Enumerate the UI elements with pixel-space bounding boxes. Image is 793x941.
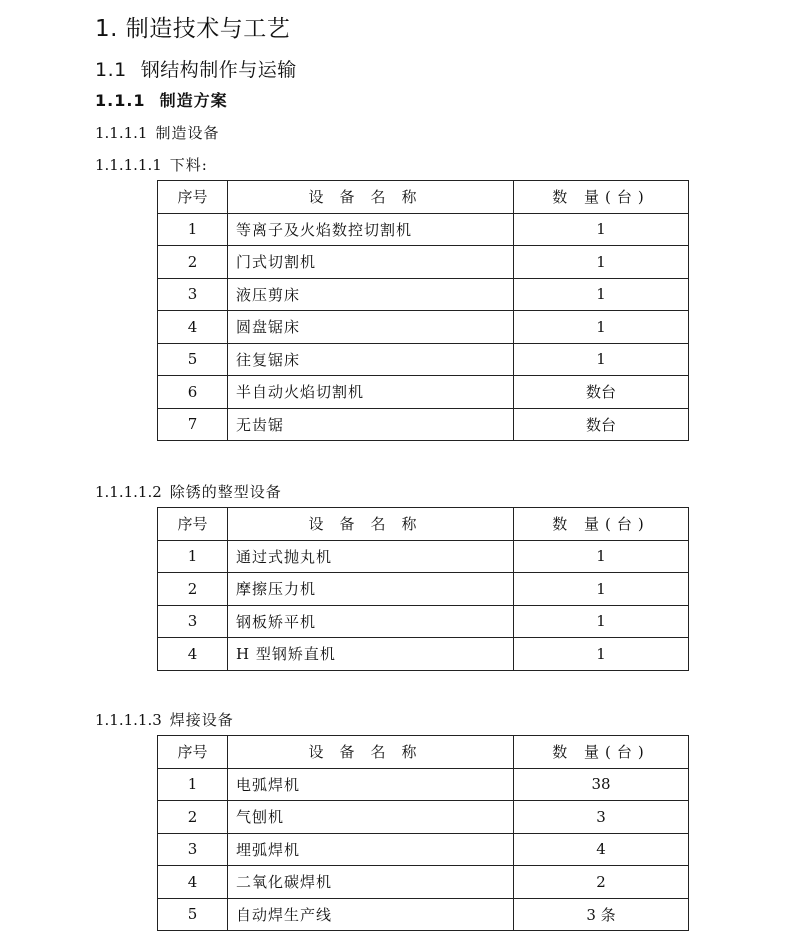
heading-level-4-text: 制造设备 — [155, 124, 220, 142]
cell-quantity: 1 — [514, 311, 689, 344]
column-header-number: 序号 — [158, 508, 228, 541]
cell-name: 摩擦压力机 — [228, 573, 514, 606]
heading-level-3-number: 1.1.1 — [95, 91, 146, 110]
column-header-name: 设备名称 — [228, 181, 514, 214]
table-row — [158, 833, 689, 866]
cell-number: 7 — [158, 408, 228, 441]
cell-name: 气刨机 — [228, 801, 514, 834]
cell-quantity: 1 — [514, 246, 689, 279]
cell-quantity: 1 — [514, 343, 689, 376]
section-heading-cutting — [95, 155, 208, 175]
cell-quantity: 数台 — [514, 408, 689, 441]
table-row — [158, 311, 689, 344]
table-row — [158, 866, 689, 899]
cell-name: H 型钢矫直机 — [228, 638, 514, 671]
table-row — [158, 408, 689, 441]
cell-quantity: 1 — [514, 540, 689, 573]
cell-quantity: 数台 — [514, 376, 689, 409]
table-row — [158, 540, 689, 573]
cell-number: 1 — [158, 213, 228, 246]
table-row — [158, 801, 689, 834]
cell-number: 5 — [158, 898, 228, 931]
column-header-number: 序号 — [158, 181, 228, 214]
heading-level-3-text: 制造方案 — [159, 91, 228, 110]
equipment-table-cutting — [157, 180, 689, 441]
heading-level-3 — [95, 90, 228, 112]
table-row — [158, 638, 689, 671]
equipment-table-welding — [157, 735, 689, 931]
cell-quantity: 1 — [514, 573, 689, 606]
cell-number: 1 — [158, 768, 228, 801]
table-row — [158, 246, 689, 279]
cell-name: 钢板矫平机 — [228, 605, 514, 638]
cell-quantity: 4 — [514, 833, 689, 866]
cell-name: 等离子及火焰数控切割机 — [228, 213, 514, 246]
table-row — [158, 343, 689, 376]
column-header-quantity: 数 量(台) — [514, 736, 689, 769]
heading-level-2-text: 钢结构制作与运输 — [140, 59, 297, 81]
column-header-number: 序号 — [158, 736, 228, 769]
section-title: 下料: — [169, 156, 208, 174]
table-header-row — [158, 508, 689, 541]
cell-quantity: 1 — [514, 638, 689, 671]
cell-name: 二氧化碳焊机 — [228, 866, 514, 899]
heading-level-2-number: 1.1 — [95, 59, 127, 81]
cell-name: 通过式抛丸机 — [228, 540, 514, 573]
heading-level-2 — [95, 57, 297, 83]
cell-name: 门式切割机 — [228, 246, 514, 279]
cell-number: 2 — [158, 573, 228, 606]
cell-number: 4 — [158, 638, 228, 671]
cell-quantity: 3 — [514, 801, 689, 834]
cell-name: 圆盘锯床 — [228, 311, 514, 344]
cell-name: 往复锯床 — [228, 343, 514, 376]
cell-number: 3 — [158, 833, 228, 866]
table-row — [158, 768, 689, 801]
section-heading-welding — [95, 710, 234, 730]
cell-quantity: 1 — [514, 213, 689, 246]
heading-level-4 — [95, 123, 220, 143]
table-row — [158, 213, 689, 246]
cell-number: 3 — [158, 278, 228, 311]
heading-level-1: 1. 制造技术与工艺 — [95, 16, 291, 42]
equipment-table-derusting — [157, 507, 689, 671]
column-header-name: 设备名称 — [228, 736, 514, 769]
cell-quantity: 38 — [514, 768, 689, 801]
cell-name: 液压剪床 — [228, 278, 514, 311]
section-title: 焊接设备 — [169, 711, 234, 729]
cell-number: 2 — [158, 801, 228, 834]
cell-quantity: 1 — [514, 605, 689, 638]
cell-number: 2 — [158, 246, 228, 279]
table-header-row — [158, 736, 689, 769]
section-number: 1.1.1.1.3 — [95, 711, 162, 729]
table-row — [158, 605, 689, 638]
cell-name: 无齿锯 — [228, 408, 514, 441]
column-header-name: 设备名称 — [228, 508, 514, 541]
table-row — [158, 573, 689, 606]
section-title: 除锈的整型设备 — [169, 483, 282, 501]
cell-number: 4 — [158, 866, 228, 899]
cell-name: 电弧焊机 — [228, 768, 514, 801]
column-header-quantity: 数 量(台) — [514, 508, 689, 541]
cell-name: 自动焊生产线 — [228, 898, 514, 931]
column-header-quantity: 数 量(台) — [514, 181, 689, 214]
cell-number: 1 — [158, 540, 228, 573]
cell-quantity: 3 条 — [514, 898, 689, 931]
cell-number: 4 — [158, 311, 228, 344]
cell-name: 埋弧焊机 — [228, 833, 514, 866]
cell-quantity: 2 — [514, 866, 689, 899]
table-row — [158, 898, 689, 931]
table-row — [158, 376, 689, 409]
cell-quantity: 1 — [514, 278, 689, 311]
cell-number: 3 — [158, 605, 228, 638]
cell-name: 半自动火焰切割机 — [228, 376, 514, 409]
table-row — [158, 278, 689, 311]
section-number: 1.1.1.1.1 — [95, 156, 162, 174]
section-number: 1.1.1.1.2 — [95, 483, 162, 501]
cell-number: 6 — [158, 376, 228, 409]
cell-number: 5 — [158, 343, 228, 376]
heading-level-4-number: 1.1.1.1 — [95, 124, 148, 142]
section-heading-derusting — [95, 482, 282, 502]
table-header-row — [158, 181, 689, 214]
